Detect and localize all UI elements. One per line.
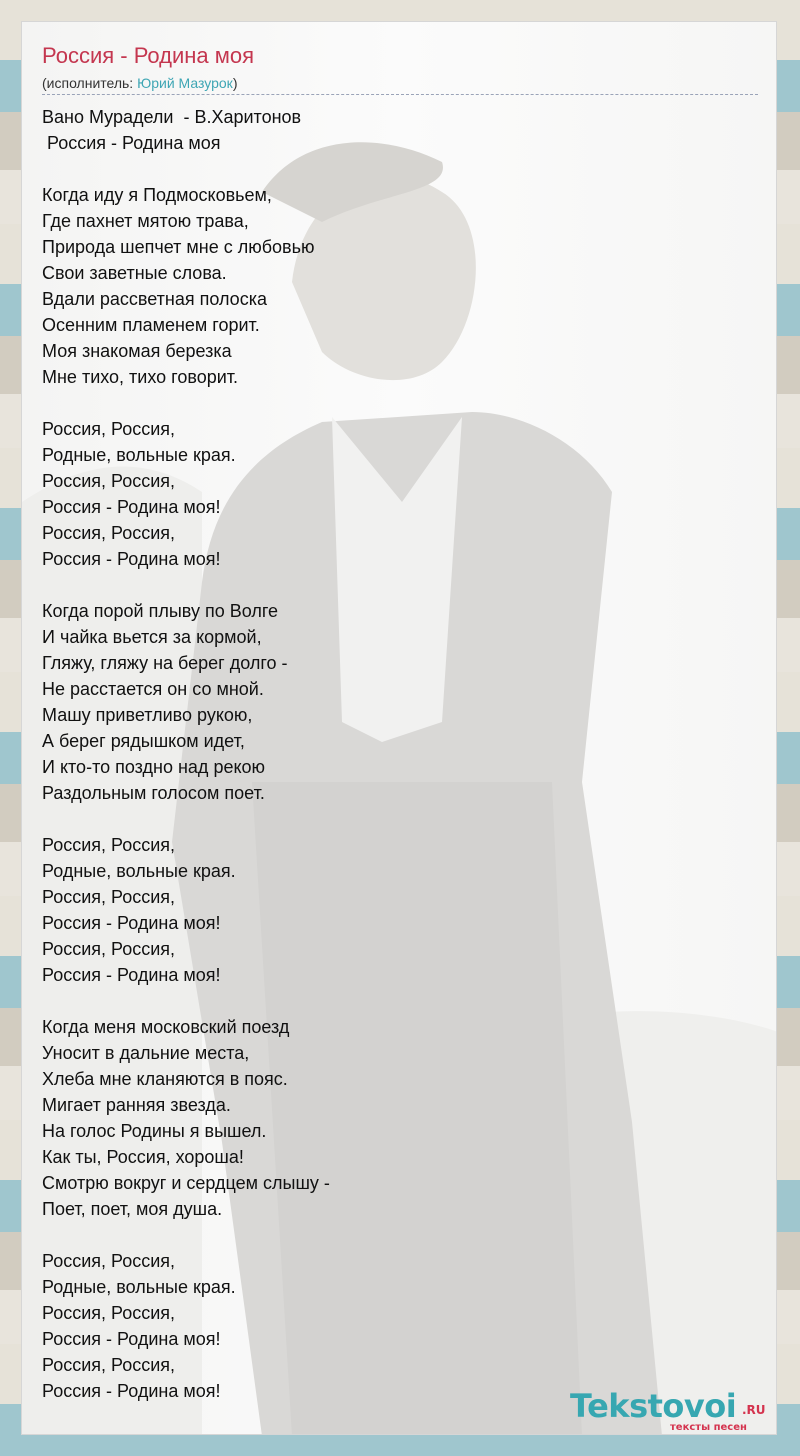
lyric-line: Россия - Родина моя — [42, 133, 221, 153]
lyric-line: Россия, Россия, — [42, 1355, 176, 1375]
lyric-line: Родные, вольные края. — [42, 445, 236, 465]
lyric-line: Мне тихо, тихо говорит. — [42, 367, 239, 387]
lyric-line: Россия - Родина моя! — [42, 497, 221, 517]
lyric-line: Россия, Россия, — [42, 471, 176, 491]
lyric-blank-line — [42, 1222, 758, 1248]
lyric-line: Поет, поет, моя душа. — [42, 1199, 223, 1219]
lyrics-text — [42, 104, 758, 1404]
logo-name: Tekstovoi — [570, 1387, 737, 1425]
lyric-line: И чайка вьется за кормой, — [42, 627, 262, 647]
lyric-line: Как ты, Россия, хороша! — [42, 1147, 244, 1167]
lyric-line: Где пахнет мятою трава, — [42, 211, 249, 231]
lyric-line: Смотрю вокруг и сердцем слышу - — [42, 1173, 330, 1193]
lyric-line: А берег рядышком идет, — [42, 731, 245, 751]
lyric-blank-line — [42, 988, 758, 1014]
lyric-line: Свои заветные слова. — [42, 263, 227, 283]
lyric-line: Россия, Россия, — [42, 1251, 176, 1271]
lyric-line: Хлеба мне кланяются в пояс. — [42, 1069, 288, 1089]
lyric-line: Когда иду я Подмосковьем, — [42, 185, 272, 205]
lyric-line: И кто-то поздно над рекою — [42, 757, 266, 777]
lyric-line: Уносит в дальние места, — [42, 1043, 250, 1063]
lyric-line: Гляжу, гляжу на берег долго - — [42, 653, 288, 673]
lyric-line: Когда меня московский поезд — [42, 1017, 290, 1037]
lyric-line: Моя знакомая березка — [42, 341, 232, 361]
lyric-line: Россия, Россия, — [42, 835, 176, 855]
lyrics-card — [21, 21, 777, 1435]
lyric-blank-line — [42, 806, 758, 832]
site-logo[interactable] — [570, 1387, 777, 1433]
artist-line — [42, 73, 237, 93]
lyric-line: Машу приветливо рукою, — [42, 705, 253, 725]
lyric-line: Родные, вольные края. — [42, 861, 236, 881]
lyric-line: Россия - Родина моя! — [42, 913, 221, 933]
lyric-line: Раздольным голосом поет. — [42, 783, 265, 803]
lyric-line: Природа шепчет мне с любовью — [42, 237, 315, 257]
lyric-line: Мигает ранняя звезда. — [42, 1095, 231, 1115]
logo-tld: .RU — [742, 1403, 766, 1417]
lyric-line: Вано Мурадели - В.Харитонов — [42, 107, 302, 127]
title-divider — [42, 94, 758, 95]
lyric-blank-line — [42, 156, 758, 182]
lyric-line: Родные, вольные края. — [42, 1277, 236, 1297]
lyric-line: На голос Родины я вышел. — [42, 1121, 267, 1141]
lyric-line: Россия, Россия, — [42, 939, 176, 959]
lyric-line: Россия - Родина моя! — [42, 965, 221, 985]
artist-suffix: ) — [232, 75, 238, 91]
lyric-line: Россия, Россия, — [42, 1303, 176, 1323]
song-title: Россия - Родина моя — [42, 43, 255, 68]
lyric-line: Россия, Россия, — [42, 523, 176, 543]
lyric-line: Россия, Россия, — [42, 887, 176, 907]
lyric-line: Россия - Родина моя! — [42, 1329, 221, 1349]
lyric-line: Вдали рассветная полоска — [42, 289, 267, 309]
artist-link[interactable]: Юрий Мазурок — [137, 75, 233, 91]
lyric-line: Россия - Родина моя! — [42, 1381, 221, 1401]
lyric-blank-line — [42, 390, 758, 416]
lyric-line: Осенним пламенем горит. — [42, 315, 260, 335]
lyric-line: Россия, Россия, — [42, 419, 176, 439]
artist-prefix: (исполнитель: — [42, 75, 138, 91]
lyric-line: Когда порой плыву по Волге — [42, 601, 279, 621]
logo-tagline: тексты песен — [670, 1422, 747, 1433]
lyric-line: Россия - Родина моя! — [42, 549, 221, 569]
lyric-line: Не расстается он со мной. — [42, 679, 264, 699]
lyric-blank-line — [42, 572, 758, 598]
